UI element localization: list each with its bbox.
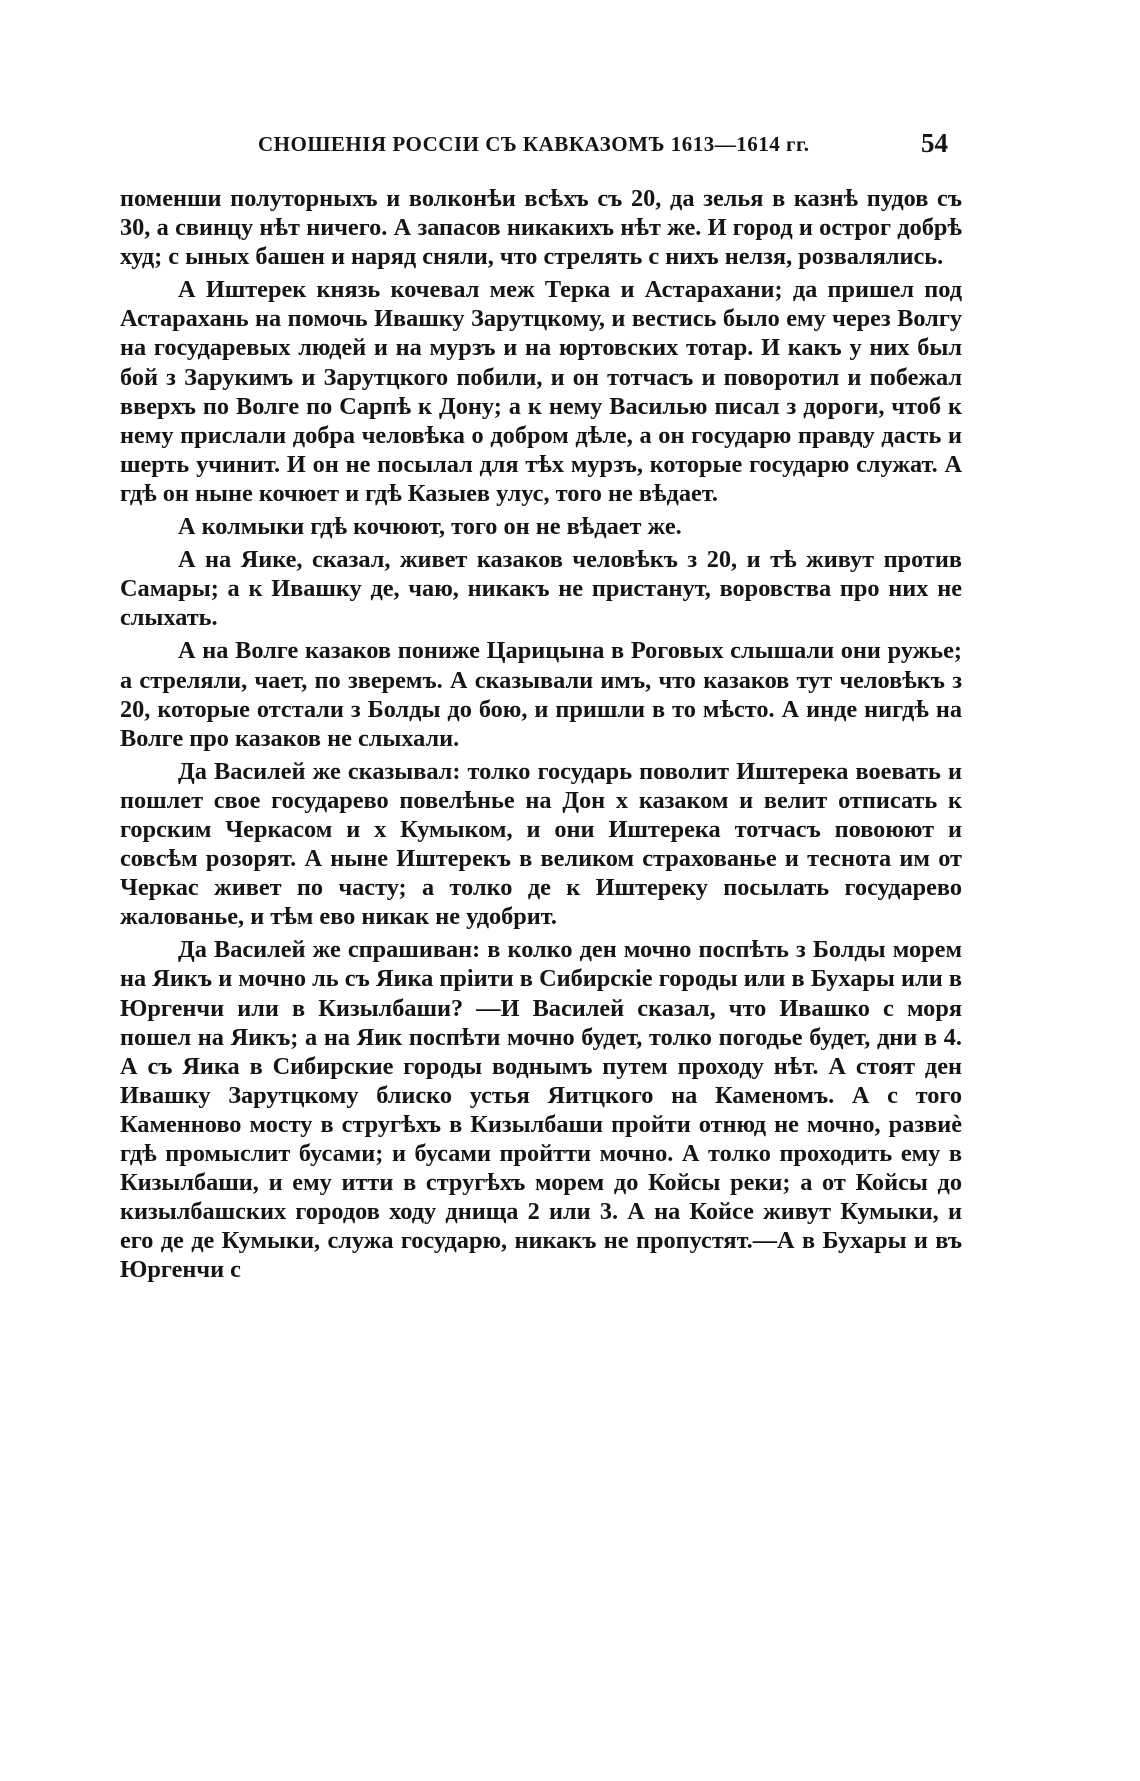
page-number: 54 [921, 128, 948, 158]
paragraph: А Иштерек князь кочевал меж Терка и Астарахани; да пришел под Астарахань на помочь Ивашку Зарутцкому, и вестись было ему через Волгу на государевых людей и на мурзъ и на юртовских тотар. И какъ у них был бой з Зарукимъ и Зарутцкого побили, и он тотчасъ и поворотил и побежал вверхъ по Волге по Сарпѣ к Дону; а к нему Василью писал з дороги, чтоб к нему прислали добра человѣка о добром дѣле, а он государю правду дасть и шерть учинит. И он не посылал для тѣх мурзъ, которые государю служат. А гдѣ он ныне кочюет и гдѣ Казыев улус, того не вѣдает. [120, 276, 962, 507]
paragraph: Да Василей же спрашиван: в колко ден мочно поспѣть з Болды морем на Яикъ и мочно ль съ Яика пріити в Сибирскіе городы или в Бухары или в Юргенчи или в Кизылбаши? —И Василей сказал, что Ивашко с моря пошел на Яикъ; а на Яик поспѣти мочно будет, толко погодье будет, дни в 4. А съ Яика в Сибирские городы воднымъ путем проходу нѣт. А стоят ден Ивашку Зарутцкому блиско устья Яитцкого на Каменомъ. А с того Каменново мосту в стругѣхъ в Кизылбаши пройти отнюд не мочно, развиѐ гдѣ промыслит бусами; и бусами пройтти мочно. А толко проходить ему в Кизылбаши, и ему итти в стругѣхъ морем до Койсы реки; а от Койсы до кизылбашских городов ходу днища 2 или 3. А на Койсе живут Кумыки, и его де де Кумыки, служа государю, никакъ не пропустят.—А в Бухары и въ Юргенчи с [120, 936, 962, 1284]
paragraph: А на Яике, сказал, живет казаков человѣкъ з 20, и тѣ живут против Самары; а к Ивашку де, чаю, никакъ не пристанут, воровства про них не слыхать. [120, 546, 962, 632]
paragraph: А колмыки гдѣ кочюют, того он не вѣдает же. [178, 513, 682, 541]
running-title: СНОШЕНІЯ РОССІИ СЪ КАВКАЗОМЪ 1613—1614 гг. [258, 132, 810, 156]
body-text [120, 184, 962, 1288]
paragraph: Да Василей же сказывал: толко государь поволит Иштерека воевать и пошлет свое государево повелѣнье на Дон х казаком и велит отписать к горским Черкасом и х Кумыком, и они Иштерека тотчасъ повоюют и совсѣм розорят. А ныне Иштерекъ в великом страхованье и теснота им от Черкас живет по часту; а толко де к Иштереку посылать государево жалованье, и тѣм ево никак не удобрит. [120, 757, 962, 931]
paragraph: поменши полуторныхъ и волконѣи всѣхъ съ 20, да зелья в казнѣ пудов съ 30, а свинцу нѣт ничего. А запасов никакихъ нѣт же. И город и острог добрѣ худ; с ыных башен и наряд сняли, что стрелять с нихъ нелзя, розвалялись. [120, 185, 962, 271]
paragraph: А на Волге казаков пониже Царицына в Роговых слышали они ружье; а стреляли, чает, по зверемъ. А сказывали имъ, что казаков тут человѣкъ з 20, которые отстали з Болды до бою, и пришли в то мѣсто. А инде нигдѣ на Волге про казаков не слыхали. [120, 637, 962, 752]
running-header [258, 128, 948, 168]
